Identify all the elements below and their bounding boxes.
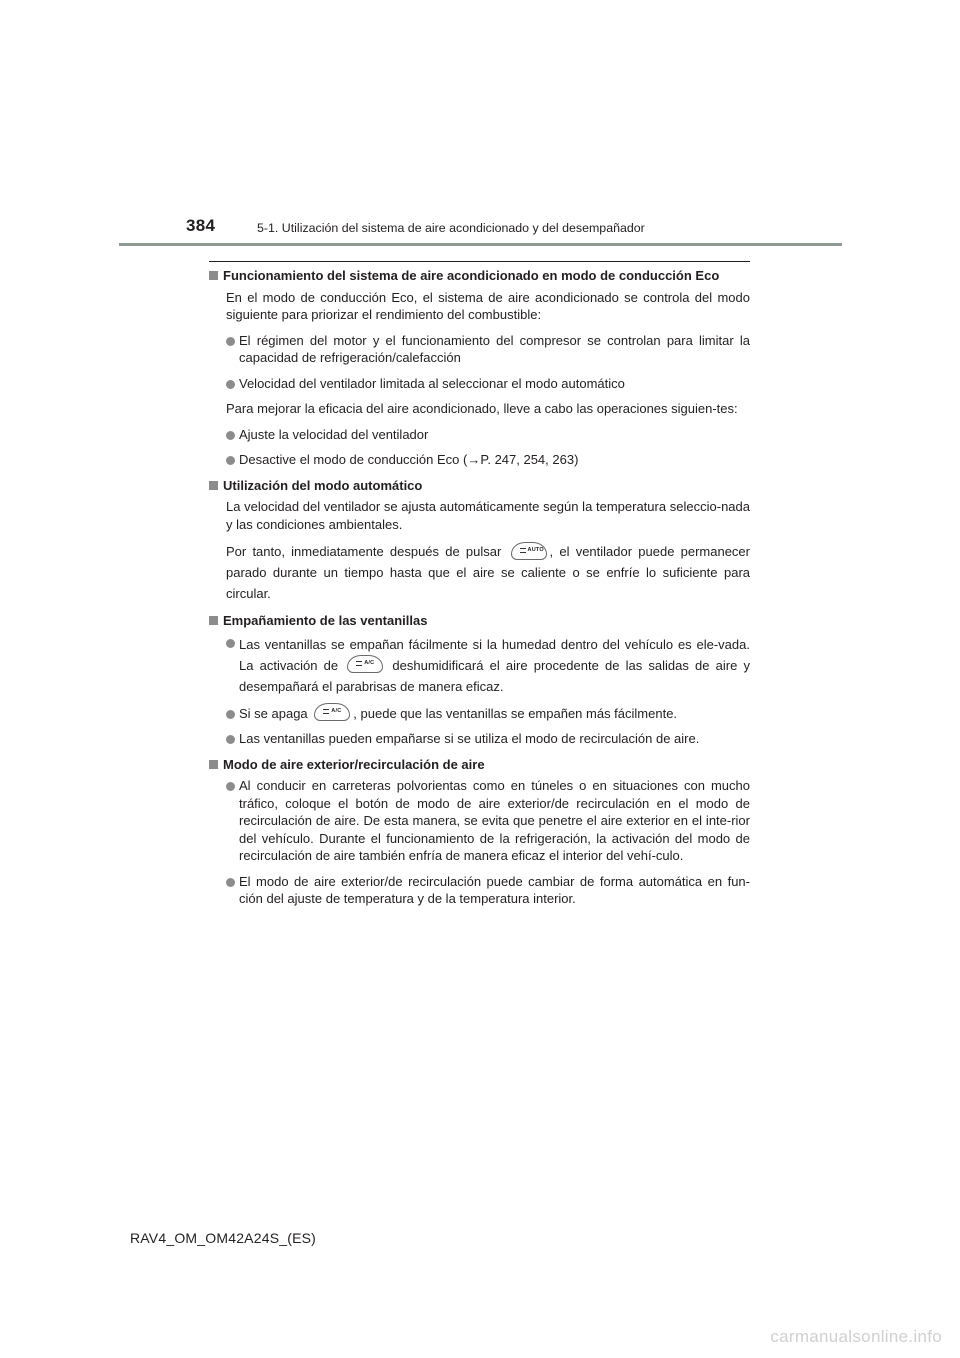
list-item-text: Las ventanillas pueden empañarse si se utiliza el modo de recirculación de aire.	[239, 731, 700, 746]
heading-text: Funcionamiento del sistema de aire acondicionado en modo de conducción Eco	[223, 268, 720, 283]
round-bullet-icon	[226, 337, 235, 346]
round-bullet-icon	[226, 456, 235, 465]
document-code-footer: RAV4_OM_OM42A24S_(ES)	[130, 1230, 317, 1246]
page-number: 384	[186, 216, 216, 235]
list-item	[226, 873, 750, 908]
text-span: deshumidificará el aire procedente de las salidas de aire y desempañará el parabrisas de manera eficaz.	[239, 657, 750, 694]
list-item-text: El modo de aire exterior/de recirculación puede cambiar de forma automática en fun-ción del ajuste de temperatura y de la temperatura interior.	[239, 873, 750, 906]
heading-text: Modo de aire exterior/recirculación de aire	[223, 756, 485, 772]
heading-text: Empañamiento de las ventanillas	[223, 613, 428, 628]
list-item	[226, 730, 750, 748]
list-item-text: Desactive el modo de conducción Eco (→P. 247, 254, 263)	[239, 452, 579, 467]
text-span: , puede que las ventanillas se empañen más fácilmente.	[353, 705, 678, 721]
list-item-text: Ajuste la velocidad del ventilador	[239, 426, 429, 442]
text-span: Las ventanillas se empañan fácilmente si la humedad dentro del vehículo es ele-vada. La activación de	[239, 636, 750, 673]
list-item-text: El régimen del motor y el funcionamiento del compresor se controlan para limitar la capacidad de refrigeración/calefacción	[239, 332, 750, 365]
round-bullet-icon	[226, 735, 235, 744]
heading-text: Utilización del modo automático	[223, 477, 423, 493]
square-bullet-icon	[209, 481, 218, 490]
text-span: Por tanto, inmediatamente después de pulsar	[226, 544, 502, 559]
content-body	[209, 267, 750, 916]
text-span: Si se apaga	[239, 705, 308, 721]
list-item	[226, 777, 750, 865]
list-item-text: Velocidad del ventilador limitada al seleccionar el modo automático	[239, 375, 625, 391]
list-item	[226, 451, 750, 469]
section-heading-eco	[209, 267, 750, 285]
list-item	[226, 375, 750, 393]
list-item	[226, 332, 750, 367]
ac-button-icon	[314, 703, 350, 721]
square-bullet-icon	[209, 271, 218, 280]
round-bullet-icon	[226, 639, 235, 648]
section-heading-fogging	[209, 612, 750, 630]
paragraph: Para mejorar la eficacia del aire acondicionado, lleve a cabo las operaciones siguien-tes:	[226, 401, 738, 416]
button-icon-label: A/C	[364, 660, 375, 667]
list-item	[226, 634, 750, 697]
section-heading-recirculation	[209, 756, 750, 774]
paragraph: En el modo de conducción Eco, el sistema de aire acondicionado se controla del modo siguiente para priorizar el rendimiento del combustible:	[226, 289, 750, 322]
section-heading-auto	[209, 477, 750, 495]
ac-button-icon	[347, 655, 383, 673]
button-icon-label: AUTO	[527, 546, 544, 553]
list-item	[226, 426, 750, 444]
header-rule	[119, 243, 842, 246]
paragraph	[226, 541, 750, 604]
running-header: 5-1. Utilización del sistema de aire acondicionado y del desempañador	[257, 221, 645, 235]
round-bullet-icon	[226, 380, 235, 389]
paragraph: La velocidad del ventilador se ajusta automáticamente según la temperatura seleccio-nada y las condiciones ambientales.	[226, 499, 750, 532]
list-item	[226, 705, 750, 723]
round-bullet-icon	[226, 878, 235, 887]
round-bullet-icon	[226, 431, 235, 440]
round-bullet-icon	[226, 782, 235, 791]
section-rule	[209, 261, 750, 262]
button-icon-label: A/C	[331, 708, 342, 715]
text-span: , el ventilador puede permanecer parado durante un tiempo hasta que el aire se caliente o se enfríe lo suficiente para circular.	[226, 544, 750, 601]
watermark: carmanualsonline.info	[770, 1327, 942, 1346]
auto-button-icon	[511, 542, 547, 560]
round-bullet-icon	[226, 710, 235, 719]
square-bullet-icon	[209, 760, 218, 769]
list-item-text: Al conducir en carreteras polvorientas como en túneles o en situaciones con mucho tráfico, coloque el botón de modo de aire exterior/de recirculación en el modo de recirculación de aire. De esta manera, se evita que penetre el aire exterior en el inte-rior del vehículo. Durante el funcionamiento de la refrigeración, la activación del modo de recirculación de aire también enfría de manera eficaz el interior del vehí-culo.	[239, 778, 750, 863]
square-bullet-icon	[209, 616, 218, 625]
